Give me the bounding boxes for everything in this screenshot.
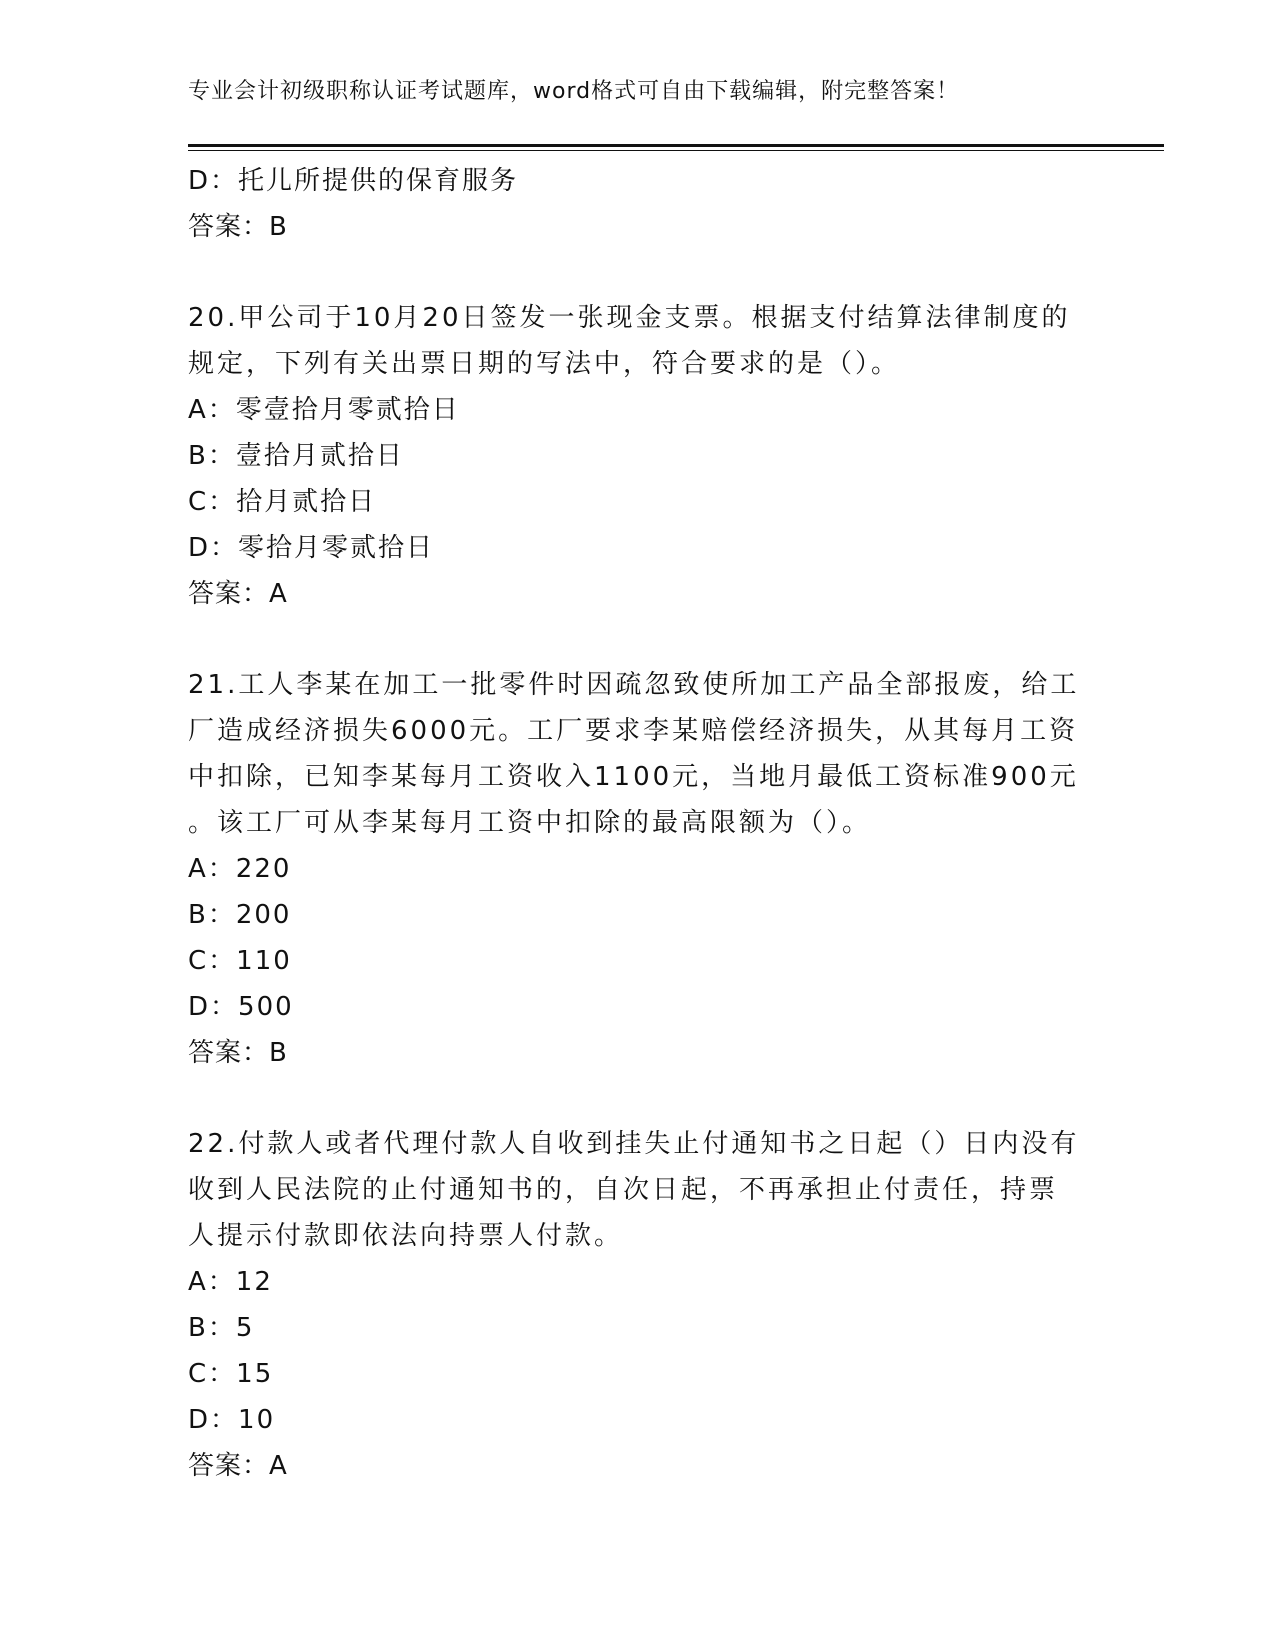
option-a: A：220 [188,854,292,884]
question-list [188,158,1088,1489]
option-b: B：壹拾月贰拾日 [188,441,404,471]
stem-line: 厂造成经济损失6000元。工厂要求李某赔偿经济损失，从其每月工资 [188,716,1079,746]
option-d: D：500 [188,992,294,1022]
option-c: C：拾月贰拾日 [188,487,377,517]
question-gap [188,250,1088,295]
stem-line: 21.工人李某在加工一批零件时因疏忽致使所加工产品全部报废，给工 [188,670,1080,700]
question-20 [188,295,1088,617]
answer-line: 答案：B [188,1038,288,1068]
answer-line: 答案：B [188,212,288,242]
answer-line: 答案：A [188,1451,288,1481]
question-stem [188,1121,1088,1259]
option-d: D：10 [188,1405,276,1435]
option-d: D：托儿所提供的保育服务 [188,166,519,196]
option-a: A：零壹拾月零贰拾日 [188,395,460,425]
stem-line: 规定，下列有关出票日期的写法中，符合要求的是（）。 [188,349,901,379]
stem-line: 20.甲公司于10月20日签发一张现金支票。根据支付结算法律制度的 [188,303,1071,333]
stem-line: 中扣除，已知李某每月工资收入1100元，当地月最低工资标准900元 [188,762,1079,792]
question-gap [188,1076,1088,1121]
option-c: C：110 [188,946,292,976]
stem-line: 。该工厂可从李某每月工资中扣除的最高限额为（）。 [188,808,872,838]
page-header: 专业会计初级职称认证考试题库，word格式可自由下载编辑，附完整答案！ [188,79,960,104]
question-stem [188,662,1088,846]
answer-line: 答案：A [188,579,288,609]
option-c: C：15 [188,1359,274,1389]
option-b: B：200 [188,900,292,930]
header-rule-thin [188,150,1164,151]
option-a: A：12 [188,1267,273,1297]
stem-line: 22.付款人或者代理付款人自收到挂失止付通知书之日起（）日内没有 [188,1129,1080,1159]
stem-line: 人提示付款即依法向持票人付款。 [188,1221,624,1251]
question-21 [188,662,1088,1076]
stem-line: 收到人民法院的止付通知书的，自次日起，不再承担止付责任，持票 [188,1175,1059,1205]
question-gap [188,617,1088,662]
question-22 [188,1121,1088,1489]
header-rule-thick [188,144,1164,147]
question-stem [188,295,1088,387]
option-b: B：5 [188,1313,255,1343]
option-d: D：零拾月零贰拾日 [188,533,435,563]
